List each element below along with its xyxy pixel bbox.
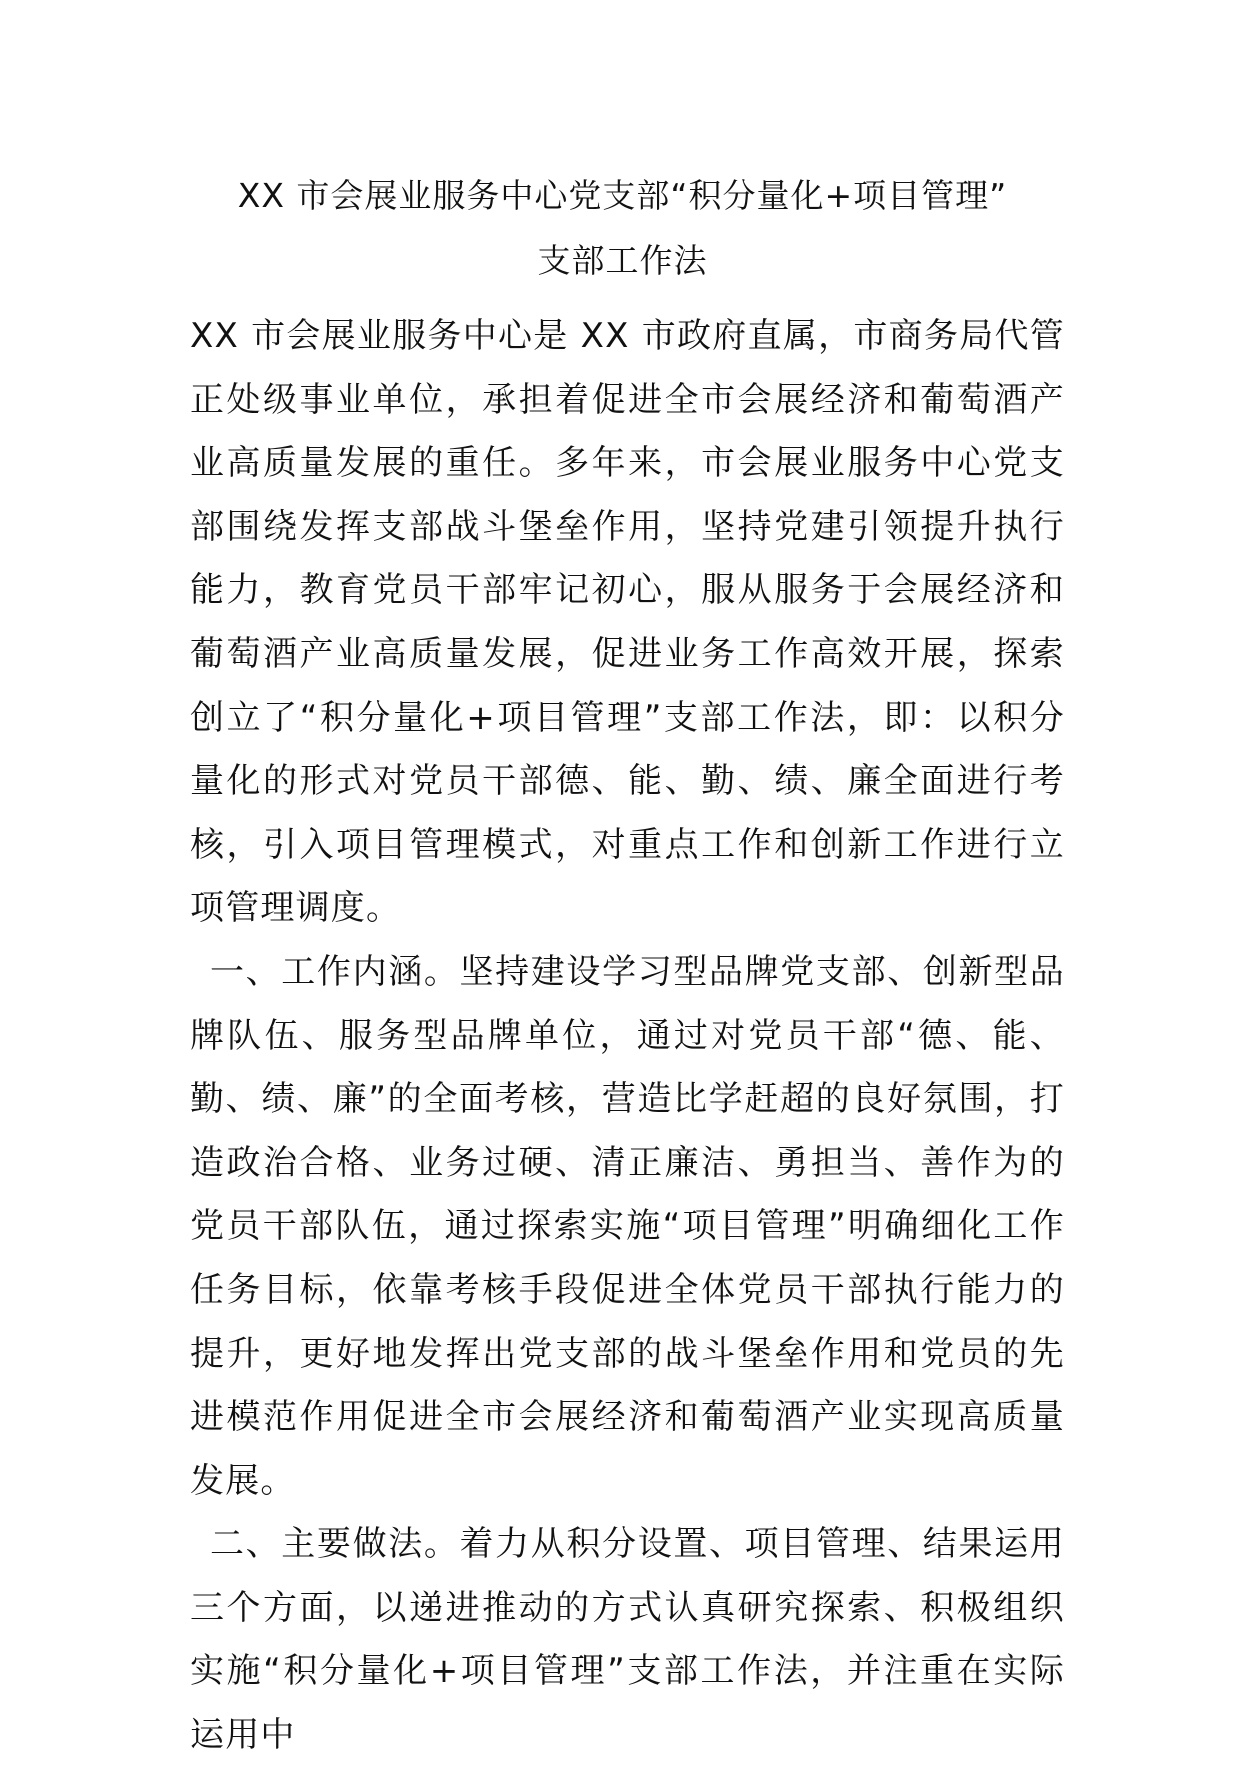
paragraph-intro: XX 市会展业服务中心是 XX 市政府直属，市商务局代管正处级事业单位，承担着促进全市会展经济和葡萄酒产业高质量发展的重任。多年来，市会展业服务中心党支部围绕发挥支部战斗堡垒作用，坚持党建引领提升执行能力，教育党员干部牢记初心，服从服务于会展经济和葡萄酒产业高质量发展，促进业务工作高效开展，探索创立了“积分量化+项目管理”支部工作法，即：以积分量化的形式对党员干部德、能、勤、绩、廉全面进行考核，引入项目管理模式，对重点工作和创新工作进行立项管理调度。 <box>190 316 1065 929</box>
document-title-line-2: 支部工作法 <box>537 241 708 280</box>
document-title-line-1: XX 市会展业服务中心党支部“积分量化+项目管理” <box>237 176 1008 215</box>
document-body <box>190 305 1065 1768</box>
paragraph-section-1: 一、工作内涵。坚持建设学习型品牌党支部、创新型品牌队伍、服务型品牌单位，通过对党员干部“德、能、勤、绩、廉”的全面考核，营造比学赶超的良好氛围，打造政治合格、业务过硬、清正廉洁、勇担当、善作为的党员干部队伍，通过探索实施“项目管理”明确细化工作任务目标，依靠考核手段促进全体党员干部执行能力的提升，更好地发挥出党支部的战斗堡垒作用和党员的先进模范作用促进全市会展经济和葡萄酒产业实现高质量发展。 <box>190 951 1065 1501</box>
paragraph-section-2: 二、主要做法。着力从积分设置、项目管理、结果运用三个方面，以递进推动的方式认真研究探索、积极组织实施“积分量化+项目管理”支部工作法，并注重在实际运用中 <box>190 1524 1065 1756</box>
